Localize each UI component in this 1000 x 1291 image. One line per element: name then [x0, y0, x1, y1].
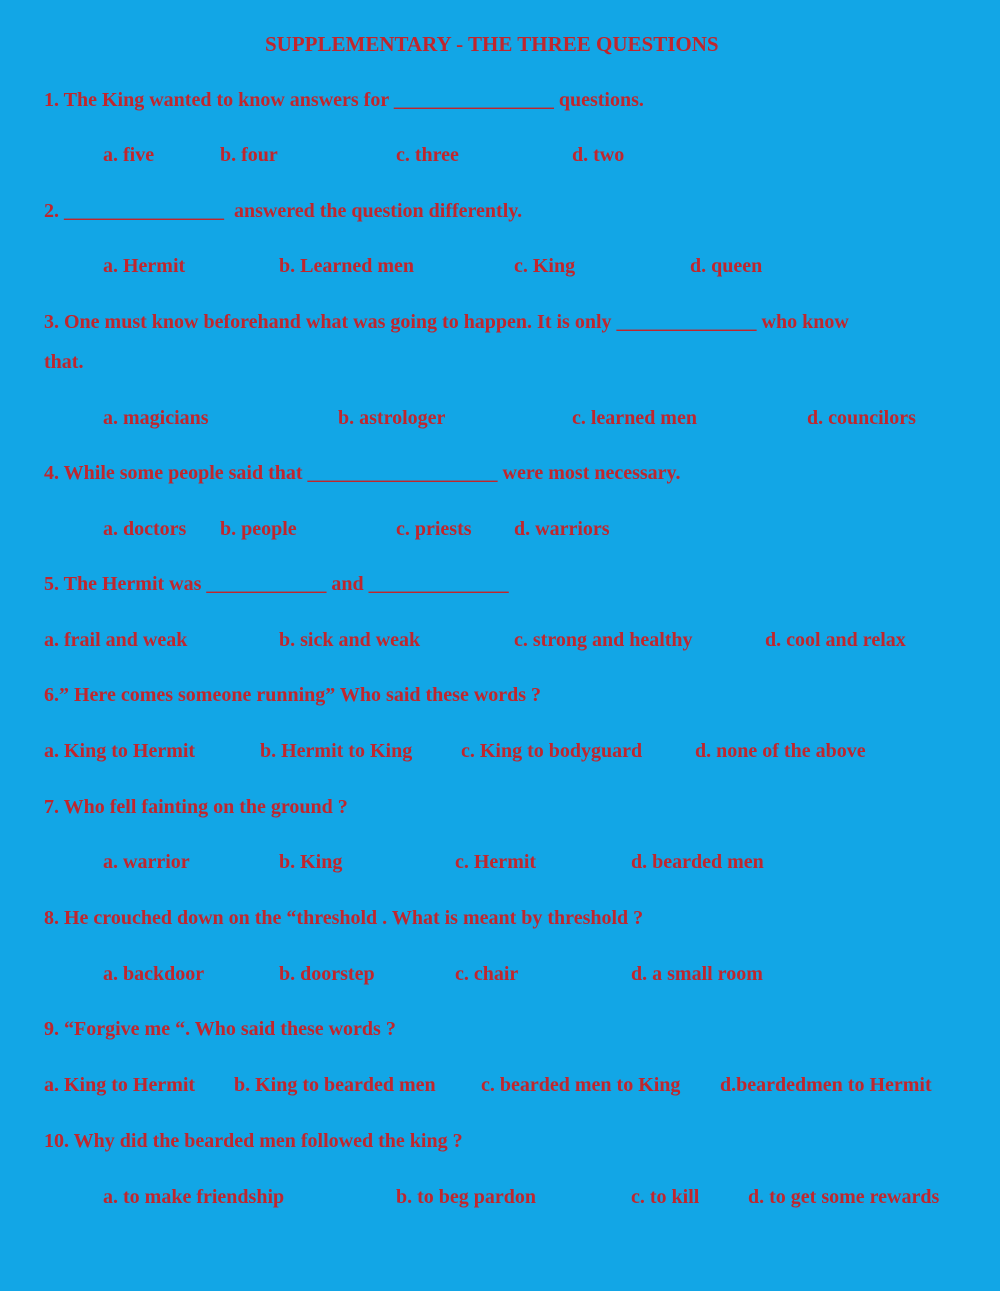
q10-option-a: a. to make friendship: [103, 1186, 285, 1208]
question-6: 6.” Here comes someone running” Who said these words ?: [44, 684, 542, 706]
q3-option-a: a. magicians: [103, 407, 209, 429]
q2-option-a: a. Hermit: [103, 255, 186, 277]
question-1: 1. The King wanted to know answers for ________________ questions.: [44, 89, 644, 111]
q2-option-b: b. Learned men: [279, 255, 414, 277]
q7-option-b: b. King: [279, 851, 343, 873]
q3-option-c: c. learned men: [572, 407, 697, 429]
question-7: 7. Who fell fainting on the ground ?: [44, 796, 348, 818]
q3-option-d: d. councilors: [807, 407, 916, 429]
q6-option-d: d. none of the above: [695, 740, 866, 762]
worksheet-title: SUPPLEMENTARY - THE THREE QUESTIONS: [265, 32, 719, 56]
q8-option-c: c. chair: [455, 963, 519, 985]
q1-option-b: b. four: [220, 144, 278, 166]
q1-option-d: d. two: [572, 144, 625, 166]
q7-option-d: d. bearded men: [631, 851, 764, 873]
q5-option-b: b. sick and weak: [279, 629, 421, 651]
q6-option-c: c. King to bodyguard: [461, 740, 643, 762]
q7-option-c: c. Hermit: [455, 851, 537, 873]
q8-option-a: a. backdoor: [103, 963, 205, 985]
q4-option-a: a. doctors: [103, 518, 187, 540]
question-2: 2. ________________ answered the question differently.: [44, 200, 523, 222]
q4-option-d: d. warriors: [514, 518, 610, 540]
q7-option-a: a. warrior: [103, 851, 190, 873]
q5-option-d: d. cool and relax: [765, 629, 906, 651]
q9-option-d: d.beardedmen to Hermit: [720, 1074, 932, 1096]
q3-option-b: b. astrologer: [338, 407, 446, 429]
question-3: 3. One must know beforehand what was going to happen. It is only ______________ who know: [44, 311, 849, 333]
question-3-continued: that.: [44, 351, 84, 373]
question-9: 9. “Forgive me “. Who said these words ?: [44, 1018, 396, 1040]
q2-option-d: d. queen: [690, 255, 763, 277]
q10-option-c: c. to kill: [631, 1186, 700, 1208]
question-8: 8. He crouched down on the “threshold . What is meant by threshold ?: [44, 907, 644, 929]
q1-option-c: c. three: [396, 144, 459, 166]
q5-option-c: c. strong and healthy: [514, 629, 693, 651]
q5-option-a: a. frail and weak: [44, 629, 188, 651]
q10-option-b: b. to beg pardon: [396, 1186, 537, 1208]
question-5: 5. The Hermit was ____________ and ______________: [44, 573, 509, 595]
q4-option-b: b. people: [220, 518, 297, 540]
q10-option-d: d. to get some rewards: [748, 1186, 940, 1208]
q6-option-b: b. Hermit to King: [260, 740, 413, 762]
q6-option-a: a. King to Hermit: [44, 740, 196, 762]
q9-option-c: c. bearded men to King: [481, 1074, 681, 1096]
q4-option-c: c. priests: [396, 518, 472, 540]
q8-option-b: b. doorstep: [279, 963, 375, 985]
q1-option-a: a. five: [103, 144, 155, 166]
question-4: 4. While some people said that ___________________ were most necessary.: [44, 462, 681, 484]
q8-option-d: d. a small room: [631, 963, 763, 985]
question-10: 10. Why did the bearded men followed the king ?: [44, 1130, 463, 1152]
q9-option-b: b. King to bearded men: [234, 1074, 436, 1096]
q2-option-c: c. King: [514, 255, 576, 277]
q9-option-a: a. King to Hermit: [44, 1074, 196, 1096]
